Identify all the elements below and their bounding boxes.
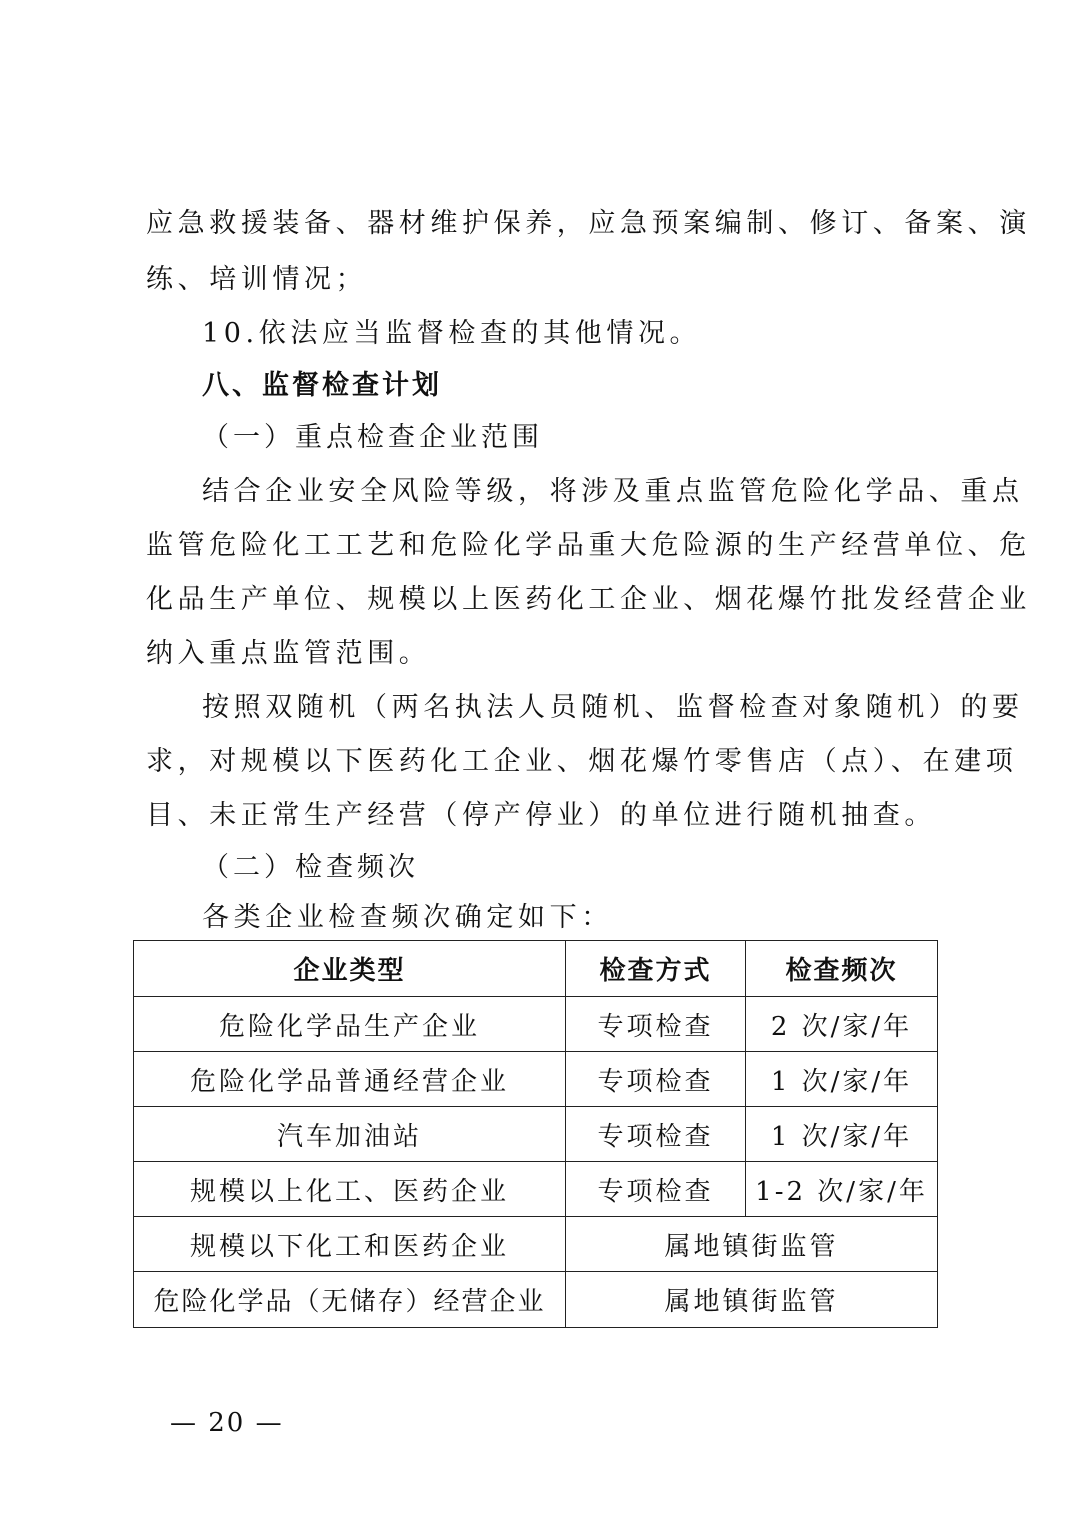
frequency-table (133, 940, 938, 1328)
cell-enterprise-type: 汽车加油站 (134, 1107, 566, 1162)
header-inspection-method: 检查方式 (566, 941, 746, 997)
table-header-row (134, 941, 938, 997)
table-row (134, 1107, 938, 1162)
cell-inspection-method: 专项检查 (566, 997, 746, 1052)
header-enterprise-type: 企业类型 (134, 941, 566, 997)
page-number: — 20 — (170, 1408, 284, 1438)
cell-inspection-frequency: 1-2 次/家/年 (746, 1162, 938, 1217)
paragraph-line: 结合企业安全风险等级，将涉及重点监管危险化学品、重点 (202, 476, 1024, 507)
section-heading: 八、监督检查计划 (202, 370, 442, 401)
paragraph-line: 按照双随机（两名执法人员随机、监督检查对象随机）的要 (202, 692, 1024, 723)
table-row (134, 1272, 938, 1328)
table-row (134, 997, 938, 1052)
paragraph-line: 应急救援装备、器材维护保养，应急预案编制、修订、备案、演 (146, 208, 1031, 239)
paragraph-line: 目、未正常生产经营（停产停业）的单位进行随机抽查。 (146, 800, 936, 831)
paragraph-line: 练、培训情况； (146, 264, 368, 295)
table-row (134, 1217, 938, 1272)
subsection-heading: （二）检查频次 (202, 852, 419, 883)
cell-inspection-method: 专项检查 (566, 1162, 746, 1217)
paragraph-line: 纳入重点监管范围。 (146, 638, 431, 669)
cell-merged-supervision: 属地镇街监管 (566, 1217, 938, 1272)
cell-inspection-method: 专项检查 (566, 1107, 746, 1162)
cell-enterprise-type: 危险化学品普通经营企业 (134, 1052, 566, 1107)
cell-enterprise-type: 危险化学品（无储存）经营企业 (134, 1272, 566, 1328)
cell-inspection-frequency: 1 次/家/年 (746, 1052, 938, 1107)
cell-inspection-frequency: 2 次/家/年 (746, 997, 938, 1052)
cell-enterprise-type: 规模以上化工、医药企业 (134, 1162, 566, 1217)
paragraph-line: 监管危险化工工艺和危险化学品重大危险源的生产经营单位、危 (146, 530, 1031, 561)
cell-enterprise-type: 危险化学品生产企业 (134, 997, 566, 1052)
paragraph-line: 求，对规模以下医药化工企业、烟花爆竹零售店（点）、在建项 (146, 746, 1018, 777)
table-row (134, 1052, 938, 1107)
list-item-10: 10.依法应当监督检查的其他情况。 (202, 318, 702, 349)
subsection-heading: （一）重点检查企业范围 (202, 422, 543, 453)
cell-enterprise-type: 规模以下化工和医药企业 (134, 1217, 566, 1272)
table-intro: 各类企业检查频次确定如下： (202, 902, 613, 933)
header-inspection-frequency: 检查频次 (746, 941, 938, 997)
cell-inspection-method: 专项检查 (566, 1052, 746, 1107)
paragraph-line: 化品生产单位、规模以上医药化工企业、烟花爆竹批发经营企业 (146, 584, 1031, 615)
cell-merged-supervision: 属地镇街监管 (566, 1272, 938, 1328)
table-row (134, 1162, 938, 1217)
cell-inspection-frequency: 1 次/家/年 (746, 1107, 938, 1162)
